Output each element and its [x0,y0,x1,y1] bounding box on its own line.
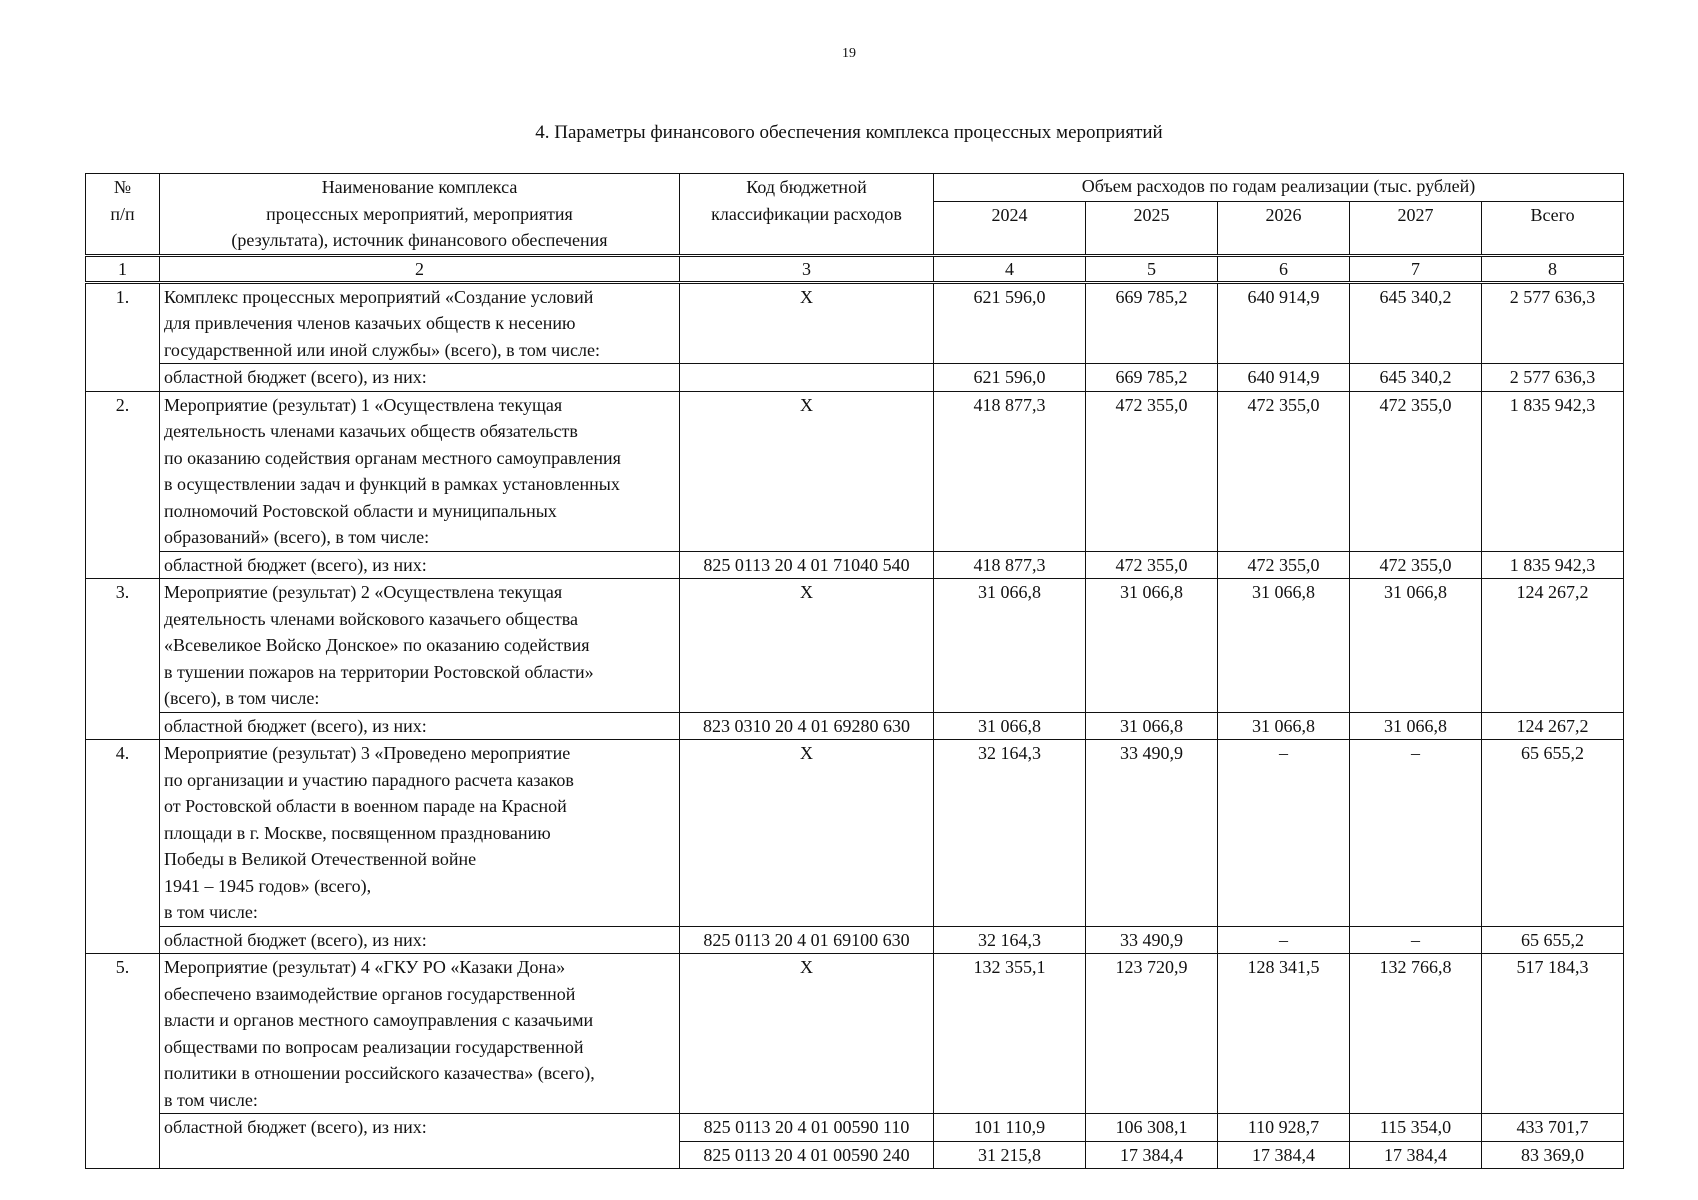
subrow-value: 17 384,4 [1350,1141,1482,1169]
table-subrow [86,551,1624,579]
subrow-value: 418 877,3 [934,551,1086,579]
column-number: 5 [1086,255,1218,282]
subrow-value: 2 577 636,3 [1482,364,1624,392]
subrow-name: областной бюджет (всего), из них: [160,1114,680,1169]
table-row [86,954,1624,1114]
subrow-value: 31 066,8 [1086,712,1218,740]
subrow-value: 31 215,8 [934,1141,1086,1169]
subrow-value: 17 384,4 [1218,1141,1350,1169]
row-value: 128 341,5 [1218,954,1350,1114]
subrow-name: областной бюджет (всего), из них: [160,364,680,392]
row-value: 32 164,3 [934,740,1086,927]
subrow-value: 110 928,7 [1218,1114,1350,1142]
row-value: 2 577 636,3 [1482,282,1624,364]
subrow-value: 33 490,9 [1086,926,1218,954]
row-code: Х [680,954,934,1114]
row-number: 3. [86,579,160,740]
table-row [86,740,1624,927]
row-name: Комплекс процессных мероприятий «Создание условий для привлечения членов казачьих обществ к несению государственной или иной службы» (всего), в том числе: [160,282,680,364]
subrow-code: 825 0113 20 4 01 00590 110 [680,1114,934,1142]
row-number: 5. [86,954,160,1169]
column-number: 2 [160,255,680,282]
table-row [86,391,1624,551]
subrow-value: 1 835 942,3 [1482,551,1624,579]
subrow-code: 825 0113 20 4 01 71040 540 [680,551,934,579]
row-value: 31 066,8 [1350,579,1482,713]
header-name: Наименование комплекса процессных мероприятий, мероприятия (результата), источник финансового обеспечения [160,174,680,256]
subrow-value: 65 655,2 [1482,926,1624,954]
row-value: 124 267,2 [1482,579,1624,713]
subrow-value: 124 267,2 [1482,712,1624,740]
column-number: 6 [1218,255,1350,282]
header-num: № п/п [86,174,160,256]
table-subrow [86,1114,1624,1142]
column-number: 1 [86,255,160,282]
row-value: 1 835 942,3 [1482,391,1624,551]
subrow-value: 101 110,9 [934,1114,1086,1142]
subrow-value: 31 066,8 [934,712,1086,740]
row-code: Х [680,282,934,364]
row-value: 31 066,8 [1086,579,1218,713]
subrow-code: 825 0113 20 4 01 69100 630 [680,926,934,954]
row-number: 1. [86,282,160,391]
row-value: 472 355,0 [1086,391,1218,551]
page-title: 4. Параметры финансового обеспечения комплекса процессных мероприятий [535,122,1163,143]
row-code: Х [680,579,934,713]
subrow-name: областной бюджет (всего), из них: [160,712,680,740]
subrow-value: 433 701,7 [1482,1114,1624,1142]
subrow-value: 472 355,0 [1218,551,1350,579]
subrow-value: 31 066,8 [1218,712,1350,740]
column-number: 3 [680,255,934,282]
page-number: 19 [842,46,856,61]
financing-table [85,173,1624,1169]
subrow-value: 640 914,9 [1218,364,1350,392]
row-value: 33 490,9 [1086,740,1218,927]
row-value: 472 355,0 [1350,391,1482,551]
row-value: 472 355,0 [1218,391,1350,551]
row-name: Мероприятие (результат) 1 «Осуществлена текущая деятельность членами казачьих обществ обязательств по оказанию содействия органам местного самоуправления в осуществлении задач и функций в рамках установленных полномочий Ростовской области и муниципальных образований» (всего), в том числе: [160,391,680,551]
row-value: – [1350,740,1482,927]
row-value: 132 355,1 [934,954,1086,1114]
column-number: 7 [1350,255,1482,282]
subrow-value: – [1218,926,1350,954]
subrow-value: 31 066,8 [1350,712,1482,740]
subrow-value: 32 164,3 [934,926,1086,954]
header-code: Код бюджетной классификации расходов [680,174,934,256]
row-value: 31 066,8 [1218,579,1350,713]
header-year-2025: 2025 [1086,201,1218,255]
row-code: Х [680,740,934,927]
row-number: 2. [86,391,160,579]
subrow-value: 83 369,0 [1482,1141,1624,1169]
row-value: 65 655,2 [1482,740,1624,927]
subrow-value: 17 384,4 [1086,1141,1218,1169]
row-name: Мероприятие (результат) 4 «ГКУ РО «Казаки Дона» обеспечено взаимодействие органов государственной власти и органов местного самоуправления с казачьими обществами по вопросам реализации государственной политики в отношении российского казачества» (всего), в том числе: [160,954,680,1114]
table-row [86,579,1624,713]
row-value: – [1218,740,1350,927]
subrow-value: 621 596,0 [934,364,1086,392]
subrow-value: – [1350,926,1482,954]
row-value: 645 340,2 [1350,282,1482,364]
row-value: 132 766,8 [1350,954,1482,1114]
row-name: Мероприятие (результат) 3 «Проведено мероприятие по организации и участию парадного расчета казаков от Ростовской области в военном параде на Красной площади в г. Москве, посвященном празднованию Победы в Великой Отечественной войне 1941 – 1945 годов» (всего), в том числе: [160,740,680,927]
subrow-value: 106 308,1 [1086,1114,1218,1142]
row-value: 31 066,8 [934,579,1086,713]
table-subrow [86,926,1624,954]
row-number: 4. [86,740,160,954]
subrow-name: областной бюджет (всего), из них: [160,551,680,579]
subrow-code: 823 0310 20 4 01 69280 630 [680,712,934,740]
subrow-value: 115 354,0 [1350,1114,1482,1142]
table-subrow [86,364,1624,392]
header-year-2024: 2024 [934,201,1086,255]
column-numbers-row [86,255,1624,282]
header-year-2026: 2026 [1218,201,1350,255]
subrow-value: 645 340,2 [1350,364,1482,392]
row-value: 517 184,3 [1482,954,1624,1114]
header-total: Всего [1482,201,1624,255]
row-value: 418 877,3 [934,391,1086,551]
subrow-code [680,364,934,392]
header-volume: Объем расходов по годам реализации (тыс. рублей) [934,174,1624,202]
subrow-value: 669 785,2 [1086,364,1218,392]
row-value: 621 596,0 [934,282,1086,364]
column-number: 8 [1482,255,1624,282]
row-value: 669 785,2 [1086,282,1218,364]
row-value: 123 720,9 [1086,954,1218,1114]
subrow-value: 472 355,0 [1350,551,1482,579]
row-value: 640 914,9 [1218,282,1350,364]
subrow-name: областной бюджет (всего), из них: [160,926,680,954]
table-row [86,282,1624,364]
header-row-1 [86,174,1624,202]
column-number: 4 [934,255,1086,282]
subrow-code: 825 0113 20 4 01 00590 240 [680,1141,934,1169]
header-year-2027: 2027 [1350,201,1482,255]
row-name: Мероприятие (результат) 2 «Осуществлена текущая деятельность членами войскового казачьего общества «Всевеликое Войско Донское» по оказанию содействия в тушении пожаров на территории Ростовской области» (всего), в том числе: [160,579,680,713]
row-code: Х [680,391,934,551]
subrow-value: 472 355,0 [1086,551,1218,579]
table-subrow [86,712,1624,740]
